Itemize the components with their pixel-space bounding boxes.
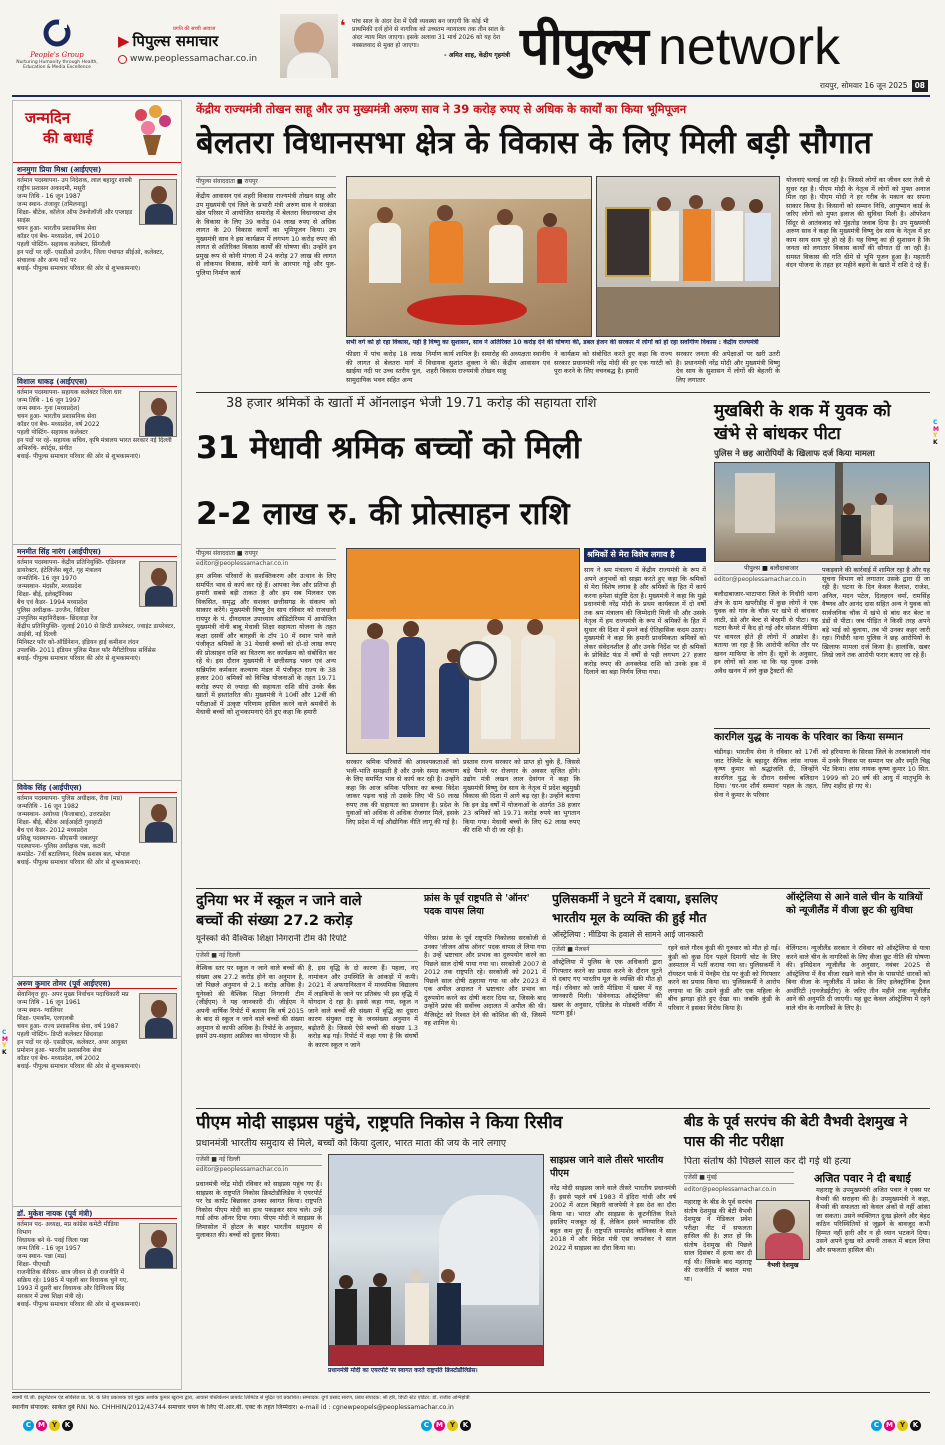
modi-photo xyxy=(328,1154,544,1366)
lead-kicker: केंद्रीय राज्यमंत्री तोखन साहू और उप मुख्यमंत्री अरुण साव ने 39 करोड़ रुपए से अधिक के कार्यों का किया भूमिपूजन xyxy=(196,102,687,116)
birthday-person-name: मनमीत सिंह नारंग (आईपीएस) xyxy=(17,547,177,557)
police-subhead: ऑस्ट्रेलिया : मीडिया के हवाले से सामने आई जानकारी xyxy=(552,930,704,939)
birthday-person-detail: वर्तमान पदस्थापना- सहायक कलेक्टर जिला धार xyxy=(17,389,122,397)
birthday-person-detail: बधाई- पीपुल्स समाचार परिवार की ओर से शुभकामनाएं। xyxy=(17,858,141,866)
police-byline: एजेंसी ■ मेलबर्न xyxy=(552,944,662,956)
police-headline-2: भारतीय मूल के व्यक्ति की हुई मौत xyxy=(552,911,707,925)
birthday-header xyxy=(13,101,181,163)
birthday-list xyxy=(13,163,181,1390)
cmyk-bottom-center: C M Y K xyxy=(420,1420,472,1431)
birthday-person-detail: राजनीतिक कॅरियर- छात्र जीवन से ही राजनीति में सक्रिय रहे। 1985 में पहली बार विधायक चुने गए, 1993 में दूसरी बार विधायक और दिग्विजय सिंह सरकार में उच्च शिक्षा मंत्री रहे। xyxy=(17,1269,129,1300)
footer-line-1: स्वामी पी.जी. इंस्ट्रूमेंटेशन एंड सर्विसेज प्रा. लि. के लिए प्रकाशक एवं मुद्रक अशोक कुमार खुराना द्वारा, आवासं पब्लिकेशन प्रायवेट लिमिटेड से मुद्रित एवं प्रकाशित। सम्पादक: दुर्गा प्रसाद सारण, प्रबंध संपादक: श्री हरि, डिप्टी स्टेट एडिटर: डॉ. राजीव अग्निहोत्री xyxy=(12,1395,470,1401)
kargil-headline: कारगिल युद्ध के नायक के परिवार का किया सम्मान xyxy=(714,732,903,743)
workers-body-col1: हम अमिक परिवारों के सशक्तिकरण और उत्थान के लिए समर्पित भाव से कार्य कर रहे हैं। आपका नेक और प्रतिभा ही हमारी सबसे बड़ी ताकत है और हम सब मिलकर एक विकसित, समृद्ध और सशक्त छत्तीसगढ़ के संकल्प को साकार करेंगे। मुख्यमंत्री विष्णु देव साय रविवार को राजधानी रायपुर के पं. दीनदयाल उपाध्याय ऑडिटोरियम में आयोजित मुख्यमंत्री नोनी बाबू मेधावी शिक्षा सहायता योजना के तहत कक्षा दसवीं और बारहवीं के टॉप 10 में स्थान पाने वाले पंजीकृत श्रमिकों के 31 मेधावी बच्चों को दो-दो लाख रुपए की प्रोत्साहन राशि का वितरण कर कार्यक्रम को संबोधित कर रहे थे। इस दौरान मुख्यमंत्री ने छत्तीसगढ़ भवन एवं अन्य सन्निर्माण कर्मकार कल्याण मंडल में पंजीकृत राज्य के 38 हजार 200 श्रमिकों को विभिन्न योजनाओं के तहत 19.71 करोड़ रुपए से ज्यादा की सहायता राशि सीधे उनके बैंक खातों में हस्तांतरित की। मुख्यमंत्री ने 10वीं और 12वीं की परीक्षाओं में उत्कृष्ट परिणाम हासिल करने वाले श्रमवीरों के मेधावी बच्चों को शुभकामनाएं देते हुए कहा कि हमारी xyxy=(196,572,336,717)
birthday-person-detail: जन्म तिथि - 16 जून 1957 xyxy=(17,1245,81,1253)
birthday-person-detail: वर्तमान पद- अध्यक्ष, मप्र कांग्रेस कमेटी मीडिया विभाग xyxy=(17,1221,119,1237)
modi-email[interactable]: editor@peoplessamachar.co.in xyxy=(196,1166,289,1173)
birthday-portrait xyxy=(139,1223,177,1269)
birthday-person xyxy=(13,545,181,781)
lead-photo-plaque xyxy=(596,176,780,337)
workers-headline-2: 2-2 लाख रु. की प्रोत्साहन राशि xyxy=(196,496,570,532)
birthday-portrait xyxy=(139,993,177,1039)
birthday-person-detail: इन पदों पर रहे- सहायक सचिव, कृषि मंत्रालय भारत सरकार नई दिल्ली xyxy=(17,437,172,444)
birthday-person-detail: पहली पोस्टिंग- सहायक कलेक्टर, सिंगरौली xyxy=(17,240,111,248)
rule-middle xyxy=(196,888,930,889)
birthday-person-detail: शिक्षा- पीएचडी xyxy=(17,1261,50,1269)
workers-sidebar-title: श्रमिकों से मेरा विशेष लगाव है xyxy=(584,548,706,562)
birthday-person-detail: उपपुलिस महानिरीक्षक- छिंदवाड़ा रेंज xyxy=(17,614,98,622)
birthday-person-detail: सेवानिवृत्त हुए- अपर मुख्य निर्वाचन पदाधिकारी मप्र xyxy=(17,991,129,999)
modi-byline: एजेंसी ■ नई दिल्ली xyxy=(196,1154,322,1166)
quote-mark-icon: ❛ xyxy=(340,16,346,35)
lead-headline: बेलतरा विधानसभा क्षेत्र के विकास के लिए मिली बड़ी सौगात xyxy=(196,125,872,161)
birthday-person-detail: जन्मस्थान- अयोध्या (फैजाबाद), उत्तरप्रदेश xyxy=(17,811,111,819)
lead-body-col2: फीडरा में पांच करोड़ 18 लाख की लागत से बेलतरा मार्ग में खाईया नदी पर उच्च स्तरीय पुल, सामुदायिक भवन सहित अन्य xyxy=(346,350,422,384)
police-body-col2: रहने वाले गौरव कुंडी की गुरुवार को मौत हो गई। कुंडी को कुछ दिन पहले दिमागी चोट के लिए अस्पताल में भर्ती कराया गया था। पुलिसकर्मी ने रॉयस्टन पार्क में पेनहैम रोड पर कुंडी को गिरफ्तार करने का प्रयास किया था। पुलिसकर्मी ने आरोप लगाया था कि उसने कुंडी और एक महिला के बीच झगड़ा होते हुए देखा था। जबकि कुंडी के परिवार ने इसका विरोध किया है। xyxy=(668,944,780,1012)
group-caption: People's Group xyxy=(30,50,84,59)
paper-name: पिपुल्स समाचार xyxy=(132,32,219,51)
lead-body-col6: योजनाएं चलाई जा रही है। जिससे लोगों का जीवन स्तर तेजी से सुधर रहा है। पीएम मोदी के नेतृत्व में लोगों को मुफ्त अनाज मिल रहा है। पीएम मोदी ने हर गरीब के मकान का सपना साकार किया है। किसानों को सम्मान निधि, आयुष्मान कार्ड के जरिए लोगों को मुफ्त इलाज की सुविधा मिली है। ऑपरेशन सिंदूर से आतंकवाद को मुंहतोड़ जवाब दिया है। उप मुख्यमंत्री अरुण साव ने कहा कि मुख्यमंत्री विष्णु देव साय के नेतृत्व में हर काम साय साय पूरे हो रहे हैं। यह विष्णु का ही सुशासन है कि जनता को लगातार विकास कार्यों की सौगात दी जा रही है। समस्त विकास की गति धीमे से भूमि पूजन हुआ है। महतारी वंदन योजना के तहत हर महीने बहनों के खाते में राशि दे रहे हैं। xyxy=(786,176,930,270)
birthday-person-detail: चयन हुआ- भारतीय प्रशासनिक सेवा xyxy=(17,413,97,421)
workers-body-col2: सरकार श्रमिक परिवारों की आवश्यकताओं को भली-भांति समझती है और उनके समग्र कल्याण के लिए समर्पित भाव से कार्य कर रही है। उन्होंने कहा कि आज श्रमिक परिवार का बच्चा विदेश जाकर पढ़ना चाहे तो उसके लिए भी 50 लाख रुपए तक की सहायता का प्रावधान है। प्रदेश के युवाओं को अधिक से अधिक रोजगार मिले, इसके लिए प्रदेश में नई औद्योगिक नीति लागू की गई है। xyxy=(346,758,459,826)
birthday-column xyxy=(12,100,182,1390)
birthday-person-detail: वर्तमान पदस्थापना- उप निदेशक, लाल बहादुर शास्त्री राष्ट्रीय प्रशासन अकादमी, मसूरी xyxy=(17,177,132,193)
birthday-person-detail: जन्म तिथि - 16 जून 1987 xyxy=(17,193,81,201)
lead-byline: पीपुल्स संवाददाता ■ रायपुर xyxy=(196,176,336,188)
birthday-person-detail: जन्म स्थान- तंजावुर (तमिलनाडु) xyxy=(17,201,88,209)
brand xyxy=(520,16,930,78)
school-byline: एजेंसी ■ नई दिल्ली xyxy=(196,950,418,962)
birthday-heading-2: की बधाई xyxy=(43,129,93,147)
beed-email[interactable]: editor@peoplessamachar.co.in xyxy=(684,1186,777,1193)
school-body-col1: वैश्विक स्तर पर स्कूल न जाने वाले बच्चों की संख्या अब 27.2 करोड़ होने का अनुमान है, जो पिछले अनुमान से 2.1 करोड़ अधिक है। यूनेस्को की वैश्विक शिक्षा निगरानी टीम (जीईएम) ने यह जानकारी दी। जीईएम ने अपनी वार्षिक रिपोर्ट में बताया कि वर्ष 2015 के बाद से स्कूल न जाने वाले बच्चों की संख्या अनुमान से काफी अधिक है। रिपोर्ट के अनुसार, इसमें उप-सहारा अफ्रीका का योगदान भी है। xyxy=(196,964,304,1041)
beed-headline: बीड के पूर्व सरपंच की बेटी वैभवी देशमुख ने पास की नीट परीक्षा xyxy=(684,1114,908,1151)
birthday-portrait xyxy=(139,797,177,843)
birthday-person-name: विवेक सिंह (आईपीएस) xyxy=(17,783,177,793)
birthday-person-detail: केंद्रीय प्रतिनियुक्ति- जुलाई 2010 से डिप्टी डायरेक्टर, ज्वाइंट डायरेक्टर, आईबी, नई दिल्ली xyxy=(17,622,176,638)
cmyk-side-right: C M Y K xyxy=(933,419,939,446)
beed-photo-caption: वैभवी देशमुख xyxy=(767,1262,799,1269)
birthday-person-detail: चयन हुआ- भारतीय प्रशासनिक सेवा xyxy=(17,225,97,232)
beed-body-col1: महाराष्ट्र के बीड के पूर्व सरपंच संतोष देशमुख की बेटी वैभवी देशमुख ने मेडिकल प्रवेश परीक्षा नीट में सफलता हासिल की है। ज्ञात हो कि संतोष देशमुख की पिछले साल दिसंबर में हत्या कर दी गई थी। जिसके बाद महाराष्ट्र की राजनीति में बवाल मचा था। xyxy=(684,1198,752,1283)
birthday-person-detail: बैच एवं कैडर- 1994 मध्यप्रदेश xyxy=(17,599,88,607)
modi-body: प्रधानमंत्री नरेंद्र मोदी रविवार को साइप्रस पहुंच गए हैं। साइप्रस के राष्ट्रपति निकोस क्रिस्टोडौलिडेस ने एयरपोर्ट पर रेड कार्पेट बिछाकर उनका स्वागत किया। राष्ट्रपति निकोस पीएम मोदी का हाथ पकड़कर साथ चले। उन्हें गार्ड ऑफ ऑनर दिया गया। पीएम मोदी ने साइप्रस के लिमासोल में होटल के बाहर भारतीय समुदाय से मुलाकात की। बच्चों को दुलार किया। xyxy=(196,1180,322,1240)
workers-photo xyxy=(346,548,580,754)
birthday-person-detail: शिक्षा- बीटेक, कॉलेज ऑफ टेक्नोलॉजी और एप्लाइड साइंस xyxy=(17,209,133,225)
modi-photo-caption: प्रधानमंत्री मोदी का एयरपोर्ट पर स्वागत करते राष्ट्रपति क्रिस्टोडौलिडेस। xyxy=(328,1367,478,1374)
cmyk-bottom-left: C M Y K xyxy=(22,1420,74,1431)
modi-subhead: प्रधानमंत्री भारतीय समुदाय से मिले, बच्चों को किया दुलार, भारत माता की जय के नारे लगाए xyxy=(196,1138,507,1149)
birthday-person-detail: कॉडर एवं बैच- मध्यप्रदेश, वर्ष 2010 xyxy=(17,232,100,240)
rule-kargil-top xyxy=(714,728,930,729)
birthday-person xyxy=(13,977,181,1207)
mukhbiri-email[interactable]: editor@peoplessamachar.co.in xyxy=(714,576,807,583)
birthday-person-detail: बधाई- पीपुल्स समाचार परिवार की ओर से शुभकामनाएं। xyxy=(17,264,141,272)
lead-photo-ceremony xyxy=(346,176,592,337)
birthday-person-detail: बैच एवं कैडर- 2012 मध्यप्रदेश xyxy=(17,827,88,835)
lead-body-col5: सरकार जनता की अपेक्षाओं पर खरी उतरी है। प्रधानमंत्री नरेंद्र मोदी और मुख्यमंत्री विष्णु देव साय के सुशासन में लोगों की बेहतरी के लिए लगातार xyxy=(676,350,780,384)
birthday-person-detail: पदस्थापना- पुलिस अधीक्षक पन्ना, कटनी xyxy=(17,843,106,850)
birthday-heading-1: जन्मदिन xyxy=(25,109,71,127)
workers-body-col3: प्रस्ताव राज्य सरकार को प्राप्त हो चुके हैं, जिससे बड़े पैमाने पर रोजगार के अवसर सृजित होंगे। उद्योग मंत्री लखन लाल देवांगन ने कहा कि मुख्यमंत्री विष्णु देव साय के नेतृत्व में प्रदेश बहुमुखी विकास की दिशा में आगे बढ़ रहा है। उन्होंने बताया कि इन डेढ़ वर्षों में योजनाओं के अंतर्गत 38 हजार 23 श्रमिकों को 19.71 करोड़ रुपये का भुगतान किया गया। मेधावी बच्चों के लिए 62 लाख रुपए की राशि भी दी जा रही है। xyxy=(463,758,580,835)
birthday-person-detail: प्रमोशन हुआ- भारतीय प्रशासनिक सेवा xyxy=(17,1046,102,1054)
birthday-person-detail: जन्मतिथि- 16 जून 1970 xyxy=(17,575,77,583)
website-link[interactable]: www.peoplessamachar.co.in xyxy=(130,53,258,64)
mukhbiri-photo-tag: पीपुल्स ■ बलौदाबाजार xyxy=(714,564,930,575)
beed-byline: एजेंसी ■ मुंबई xyxy=(684,1172,794,1184)
birthday-person-detail: कमांडेंट- 7वीं बटालियन, विशेष सशस्त्र बल, भोपाल xyxy=(17,850,130,858)
beed-subhead: पिता संतोष की पिछले साल कर दी गई थी हत्या xyxy=(684,1156,851,1167)
group-logo xyxy=(12,18,102,78)
birthday-person-detail: जन्म तिथि - 16 जून 1961 xyxy=(17,999,81,1007)
birthday-person-name: विशाल धाकड़ (आईएएस) xyxy=(17,377,177,387)
school-headline-1: दुनिया भर में स्कूल न जाने वाले xyxy=(196,893,362,909)
mukhbiri-subhead: पुलिस ने छह आरोपियों के खिलाफ दर्ज किया मामला xyxy=(714,448,875,458)
footer-line-2: स्थानीय संपादक: साकेत दुबे RNI No. CHHHIN/2012/43744 समाचार चयन के लिए पी.आर.बी. एक्ट के तहत जिम्मेदार। e-mail id : cgnewpeopels@peoplessamachar.co.in xyxy=(12,1404,454,1411)
lead-photo-caption: सभी वर्ग को हो रहा विकास, यही है विष्णु का सुशासन, साव ने अतिरिक्त 10 करोड़ देने की घोषणा की, डबल इंजन की सरकार में लोगों को हो रहा सर्वांगीण विकास : केंद्रीय राज्यमंत्री xyxy=(346,339,759,346)
cmyk-bottom-right: C M Y K xyxy=(870,1420,922,1431)
birthday-person-detail: बधाई- पीपुल्स समाचार परिवार की ओर से शुभकामनाएं। xyxy=(17,1062,141,1070)
birthday-person-detail: पुलिस अधीक्षक- उज्जैन, विदिशा xyxy=(17,607,90,614)
mukhbiri-headline: मुखबिरी के शक में युवक को खंभे से बांधकर पीटा xyxy=(714,401,891,444)
beed-side-title: अजित पवार ने दी बधाई xyxy=(814,1172,911,1185)
birthday-person-detail: इन पदों पर रहे- एसडीएम, कलेक्टर, अपर आयुक्त xyxy=(17,1039,128,1046)
modi-side-title: साइप्रस जाने वाले तीसरे भारतीय पीएम xyxy=(550,1155,664,1180)
birthday-person-detail: इन पदों पर रहीं- एसडीओ उज्जैन, जिला पंचायत सीईओ, कलेक्टर, संचालक और अन्य पदों पर xyxy=(17,248,164,264)
birthday-person-detail: प्रशिक्षु पदस्थापना- सीएसपी जबलपुर xyxy=(17,835,98,843)
workers-email[interactable]: editor@peoplessamachar.co.in xyxy=(196,560,289,567)
birthday-person-name: डॉ. मुकेश नायक (पूर्व मंत्री) xyxy=(17,1209,177,1219)
globe-icon xyxy=(118,55,127,64)
cmyk-side-left: C M Y K xyxy=(2,1029,8,1056)
birthday-person-detail: उपलब्धि- 2011 इंडियन पुलिस मैडल फॉर मैरीटोरियस सर्विसेस xyxy=(17,646,156,654)
beed-body-col2: महाराष्ट्र के उपमुख्यमंत्री अजित पवार ने एक्स पर वैभवी की सराहना की है। उपमुख्यमंत्री ने कहा, वैभवी की सफलता को केवल अंकों से नहीं आंका जा सकता। उसने व्यक्तिगत दुःख झेलने और बेहद कठिन परिस्थितियों से जूझने के बावजूद कभी हिम्मत नहीं हारी और न ही ध्यान भटकने दिया। उसने अपने दुःख को अपनी ताकत में बदल लिया और सफलता हासिल की। xyxy=(816,1186,930,1254)
france-headline: फ्रांस के पूर्व राष्ट्रपति से 'ऑनर' पदक वापस लिया xyxy=(424,893,530,918)
kargil-body-col2: को हरियाणा के सिरसा जिले के तरकांवाली गांव में उनके निवास पर सम्मान पत्र और स्मृति चिह्न भेंट किया। लांस नायक कृष्ण कुमार 10 सित. 1999 को 20 वर्ष की आयु में मातृभूमि के लिए शहीद हो गए थे। xyxy=(822,748,930,791)
birthday-portrait xyxy=(139,179,177,225)
peoples-group-logo-icon xyxy=(42,18,72,48)
quote-author: - अमित शाह, केंद्रीय गृहमंत्री xyxy=(443,51,510,59)
flower-bouquet-icon xyxy=(129,105,175,157)
modi-headline: पीएम मोदी साइप्रस पहुंचे, राष्ट्रपति निकोस ने किया रिसीव xyxy=(196,1113,563,1133)
mukhbiri-photo xyxy=(714,462,930,562)
birthday-person-detail: कॉडर एवं बैच- मध्यप्रदेश, वर्ष 2002 xyxy=(17,1054,100,1062)
police-body-col1: ऑस्ट्रेलिया में पुलिस के एक अधिकारी द्वारा गिरफ्तार करने का प्रयास करने के दौरान घुटने से दबाए गए भारतीय मूल के व्यक्ति की मौत हो गई। रविवार को जारी मीडिया में खबर में यह जानकारी मिली। 'सेवेननाऊ ऑस्ट्रेलिया' की खबर के अनुसार, एडिलेड के मोडबरी नर्सिंग में घटना हुई। xyxy=(552,958,662,1018)
birthday-person-detail: वर्तमान पदस्थापना- पुलिस अधीक्षक, रीवा (मप्र) xyxy=(17,795,123,803)
birthday-person-detail: शिक्षा- बीई, इलेक्ट्रॉनिक्स xyxy=(17,591,73,599)
police-headline-1: पुलिसकर्मी ने घुटने में दबाया, इसलिए xyxy=(552,892,718,906)
modi-side-body: नरेंद्र मोदी साइप्रस जाने वाले तीसरे भारतीय प्रधानमंत्री हैं। इससे पहले वर्ष 1983 में इंदिरा गांधी और वर्ष 2002 में अटल बिहारी वाजपेयी ने इस देश का दौरा किया था। भारत और साइप्रस के कूटनीतिक रिश्ते इसलिए मजबूत रहे हैं, लेकिन इसने व्यापारिक दौरे बहुत कम हुए हैं। राष्ट्रपति सामाशेद कॉनिक्स ने साल 2018 में और विदेश मंत्री एस जयशंकर ने साल 2022 में साइप्रस का दौरा किया था। xyxy=(550,1184,676,1252)
mukhbiri-body-col1: बलौदाबाजार-भाटापारा जिले के गिधौरी थाना क्षेत्र के ग्राम खपरीडीह में कुछ लोगों ने एक युवक को गांव के चौक पर खंभे से बांधकर लाठी, डंडे और बेल्ट से बेरहमी से पीटा। यह घटना कैमरे में कैद हो गई और सोशल मीडिया पर वायरल होते ही लोगों में आक्रोश है। बताया जा रहा है कि आरोपी कथित तौर पर खनन माफिया के लोग हैं। सूत्रों के अनुसार, इन लोगों को शक था कि यह युवक उनके अवैध खनन में लगे कुछ ट्रैक्टरों की xyxy=(714,590,818,675)
birthday-person-detail: शिक्षा- एमकॉम, एलएलबी xyxy=(17,1015,74,1023)
lead-body-col1: केंद्रीय आवासन एवं शहरी विकास राज्यमंत्री तोखन साहू और उप मुख्यमंत्री एवं जिले के प्रभारी मंत्री अरुण साव ने सरकंडा खेल परिसर में आयोजित समारोह में बेलतरा विधानसभा क्षेत्र के विकास के लिए 39 करोड़ 04 लाख रुपए से अधिक लागत के 20 विकास कार्यों का भूमिपूजन किया। उप मुख्यमंत्री साव ने इस कार्यक्रम में लगभग 10 करोड़ रुपए की लागत से अतिरिक्त विकास कार्यों की घोषणा की। उन्होंने इन प्रमुख रूप से कोनी मंगला में 24 करोड़ 27 लाख की लागत से लोकपथ विकास, कोनी मार्ग के आरपार गड्ढे और पुल-पुलिया निर्माण कार्य xyxy=(196,192,336,277)
paper-tagline: प्रगति की सच्ची आवाज xyxy=(173,26,216,32)
birthday-person xyxy=(13,163,181,375)
paper-logo: प्रगति की सच्ची आवाज ▶ पिपुल्स समाचार www.peoplessamachar.co.in xyxy=(118,26,278,76)
birthday-person-detail: बधाई- पीपुल्स समाचार परिवार की ओर से शुभकामनाएं। xyxy=(17,654,141,662)
birthday-person-detail: बधाई- पीपुल्स समाचार परिवार की ओर से शुभकामनाएं। xyxy=(17,1300,141,1308)
school-body-col2: है, इस वृद्धि के दो कारण हैं। पहला, नए नामांकन और उपस्थिति के आंकड़ों में कमी। 2021 में अफगानिस्तान में माध्यमिक विद्यालय में लड़कियों के जाने पर प्रतिबंध भी इस वृद्धि में योगदान दे रहा है। इससे कहा गया, स्कूल न जाने वाले बच्चों की संख्या में वृद्धि का दूसरा कारण संयुक्त राष्ट्र के जनसंख्या अनुमान में बढ़ोतरी है। जिससे ऐसे बच्चों की संख्या 1.3 करोड़ बढ़ गई। रिपोर्ट में कहा गया है कि संघर्षों के कारण स्कूल न जाने xyxy=(308,964,418,1049)
birthday-person-detail: चयन हुआ- राज्य प्रशासनिक सेवा, वर्ष 1987 xyxy=(17,1023,119,1031)
masthead-rule xyxy=(12,95,930,97)
birthday-person-detail: जन्म तिथि - 16 जून 1997 xyxy=(17,397,81,405)
rule-lower xyxy=(196,1108,930,1109)
birthday-person-detail: जन्मस्थान- मंदसौर, मध्यप्रदेश xyxy=(17,583,82,591)
workers-headline-1: 31 मेधावी श्रमिक बच्चों को मिली xyxy=(196,430,581,466)
birthday-person xyxy=(13,1207,181,1390)
birthday-portrait xyxy=(139,391,177,437)
australia-body: वेलिंगटन। न्यूजीलैंड सरकार ने रविवार को ऑस्ट्रेलिया से यात्रा करने वाले चीन के नागरिकों के लिए वीजा छूट नीति की घोषणा की। इमिग्रेशन न्यूजीलैंड के अनुसार, नवंबर 2025 से ऑस्ट्रेलिया में वैध वीजा रखने वाले चीन के पासपोर्ट धारकों को बिना वीजा के न्यूजीलैंड में प्रवेश के लिए इलेक्ट्रॉनिक ट्रैवल अथॉरिटी (एनजेडईटीए) के जरिए तीन महीने तक न्यूजीलैंड आने की अनुमति दी जाएगी। यह छूट केवल ऑस्ट्रेलिया में रहने वाले चीन के नागरिकों के लिए है। xyxy=(786,944,930,1012)
birthday-person-detail: बधाई- पीपुल्स समाचार परिवार की ओर से शुभकामनाएं। xyxy=(17,452,141,460)
lead-body-col3: निर्माण कार्य शामिल है। समारोह की अध्यक्षता स्थानीय विधायक सुशांत शुक्ला ने की। केंद्रीय आवासन एवं शहरी विकास राज्यमंत्री तोखन साहू xyxy=(426,350,550,376)
birthday-person-detail: पहली पोस्टिंग- सहायक कलेक्टर xyxy=(17,429,88,437)
quote-text: पांच साल के अंदर देश में ऐसी व्यवस्था बन जाएगी कि कोई भी प्राथमिकी दर्ज होने से नागरिक को उच्चतम न्यायालय तक तीन साल के अंदर न्याय मिल जाएगा। इसके अलावा 31 मार्च 2026 को यह देश नक्सलवाद से मुक्त हो जाएगा। xyxy=(352,18,505,49)
workers-sidebar-body: साय ने श्रम मंत्रालय में केंद्रीय राज्यमंत्री के रूप में अपने अनुभवों को साझा करते हुए कहा कि श्रमिकों से मेरा विशेष लगाव है और श्रमिकों के हित में कार्य करना हमेशा संतुष्टि देता है। मुख्यमंत्री ने कहा कि मुझे प्रधानमंत्री नरेंद्र मोदी के प्रथम कार्यकाल में दो वर्षों तक श्रम मंत्रालय की जिम्मेदारी मिली थी और उसके नेतृत्व में हम राज्यमंत्री के रूप में श्रमिकों के हित में सुधार की दिशा में हमने कई ऐतिहासिक कदम उठाए। मुख्यमंत्री ने कहा कि हमारी प्राथमिकता श्रमिकों को लेकर संवेदनशील है और उनके निर्देश पर ही श्रमिकों के प्रोविडेंट फंड में वर्षों से पड़ी लगभग 27 हजार करोड़ रुपए की अनक्लेम्ड राशि को उनके हक में दिलाने का बड़ा निर्णय लिया गया। xyxy=(584,566,706,677)
australia-headline: ऑस्ट्रेलिया से आने वाले चीन के यात्रियों को न्यूजीलैंड में वीजा छूट की सुविधा xyxy=(786,892,923,916)
page-number: 08 xyxy=(912,80,928,92)
birthday-person-detail: जन्म स्थान- पन्ना (मप्र) xyxy=(17,1253,67,1261)
birthday-person-detail: जन्मतिथि - 16 जून 1982 xyxy=(17,803,79,811)
workers-kicker: 38 हजार श्रमिकों के खातों में ऑनलाइन भेजी 19.71 करोड़ की सहायता राशि xyxy=(226,396,597,411)
birthday-person-name: शनमुगा प्रिया मिश्रा (आईएएस) xyxy=(17,165,177,175)
quote-portrait xyxy=(280,14,338,78)
birthday-person-detail: कॉडर एवं बैच- मध्यप्रदेश, वर्ष 2022 xyxy=(17,421,100,429)
brand-left: पीपुल्स xyxy=(520,17,648,77)
birthday-person-detail: अभिरुचि- स्पोर्ट्स, संगीत xyxy=(17,444,72,452)
birthday-person-detail: वर्तमान पदस्थापना- केंद्रीय प्रतिनियुक्ति- एडिशनल डायरेक्टर, इंटेलिजेंस ब्यूरो, गृह मंत्रालय xyxy=(17,559,126,575)
brand-right: network xyxy=(658,18,841,76)
workers-byline: पीपुल्स संवाददाता ■ रायपुर xyxy=(196,548,336,560)
birthday-portrait xyxy=(139,561,177,607)
birthday-person-detail: जन्म स्थान- गुना (मध्यप्रदेश) xyxy=(17,405,80,413)
school-headline-2: बच्चों की संख्या 27.2 करोड़ xyxy=(196,913,353,929)
birthday-person-name: अरुण कुमार तोमर (पूर्व आईएएस) xyxy=(17,979,177,989)
mukhbiri-body-col2: पकड़वाने की कार्रवाई में शामिल रहा है और यह सूचना विभाग को लगातार उसके द्वारा दी जा रही है। घटना के दिन केवल कैलाश, राजेश, अनिल, मदन पटेल, दिलहरन वर्मा, रामसिंह वैष्णव और आनंद दास सहित अन्य ने युवक को सार्वजनिक चौक में खंभे से बांध कर बेल्ट व डंडों से पीटा। जब पीड़ित ने किसी तरह अपने बड़े भाई को बुलाया, तब भी उनका कहर जारी रहा। गिधौरी थाना पुलिस ने छह आरोपियों के खिलाफ मामला दर्ज किया है। हालांकि, खबर लिखे जाने तक आरोपी फरार बताए जा रहे हैं। xyxy=(822,566,930,660)
beed-photo xyxy=(756,1200,810,1260)
birthday-person-detail: शिक्षा- बीई, बीटेक आईआईटी गुवाहाटी xyxy=(17,819,103,827)
birthday-person-detail: जन्म स्थान- ग्वालियर xyxy=(17,1007,63,1015)
footer-rule xyxy=(12,1392,930,1393)
dateline xyxy=(800,79,928,93)
birthday-person xyxy=(13,781,181,977)
birthday-person-detail: विधायक बने थे- पवई जिला पन्ना xyxy=(17,1237,89,1245)
birthday-person-detail: पहली पोस्टिंग- डिप्टी कलेक्टर छिंदवाड़ा xyxy=(17,1031,103,1039)
birthday-person xyxy=(13,375,181,545)
birthday-person-detail: मिनिस्टर फॉर को-ऑर्डिनेशन, इंडियन हाई कमीशन लंदन xyxy=(17,638,139,646)
rule-lead-bottom xyxy=(196,392,930,393)
quote-box xyxy=(340,18,510,82)
group-tagline: Nurturing Humanity through Health, Education & Media Excellence xyxy=(16,59,98,71)
date-text: रायपुर, सोमवार 16 जून 2025 xyxy=(819,81,908,91)
kargil-body-col1: चंडीगढ़। भारतीय सेना ने रविवार को 17वीं जाट रेजिमेंट के बहादुर सैनिक लांस नायक कृष्ण कुमार को श्रद्धांजलि दी, जिन्होंने कारगिल युद्ध के दौरान सर्वोच्च बलिदान दिया। 'घर-घर शौर्य सम्मान' पहल के तहत, सेना ने कुमार के परिवार xyxy=(714,748,818,799)
lead-body-col4: ने कार्यक्रम को संबोधित करते हुए कहा कि राज्य सरकार प्रधानमंत्री नरेंद्र मोदी की हर एक गारंटी को पूरा करने के लिए वचनबद्ध है। हमारी xyxy=(554,350,672,376)
france-body: पेरिस। फ्रांस के पूर्व राष्ट्रपति निकोलस सरकोजी से उनका 'लीजन ऑफ ऑनर' पदक वापस ले लिया गया है। उन्हें भ्रष्टाचार और प्रभाव का दुरुपयोग करने का पिछले साल दोषी पाया गया था। सरकोजी 2007 से 2012 तक राष्ट्रपति रहे। सरकोजी को 2021 में पिछले साल दोषी ठहराया गया था और 2023 में एक अपील अदालत ने भ्रष्टाचार और प्रभाव का दुरुपयोग करने का दोषी करार दिया था, जिसके बाद उन्होंने फ्रांस की सर्वोच्च अदालत में अपील की थी। मैजिस्ट्रेट को रिश्वत देने की कोशिश की थी, जिसमें वह शामिल थे। xyxy=(424,934,546,1028)
school-subhead: यूनेस्को की वैश्विक शिक्षा निगरानी टीम की रिपोर्ट xyxy=(196,934,347,944)
